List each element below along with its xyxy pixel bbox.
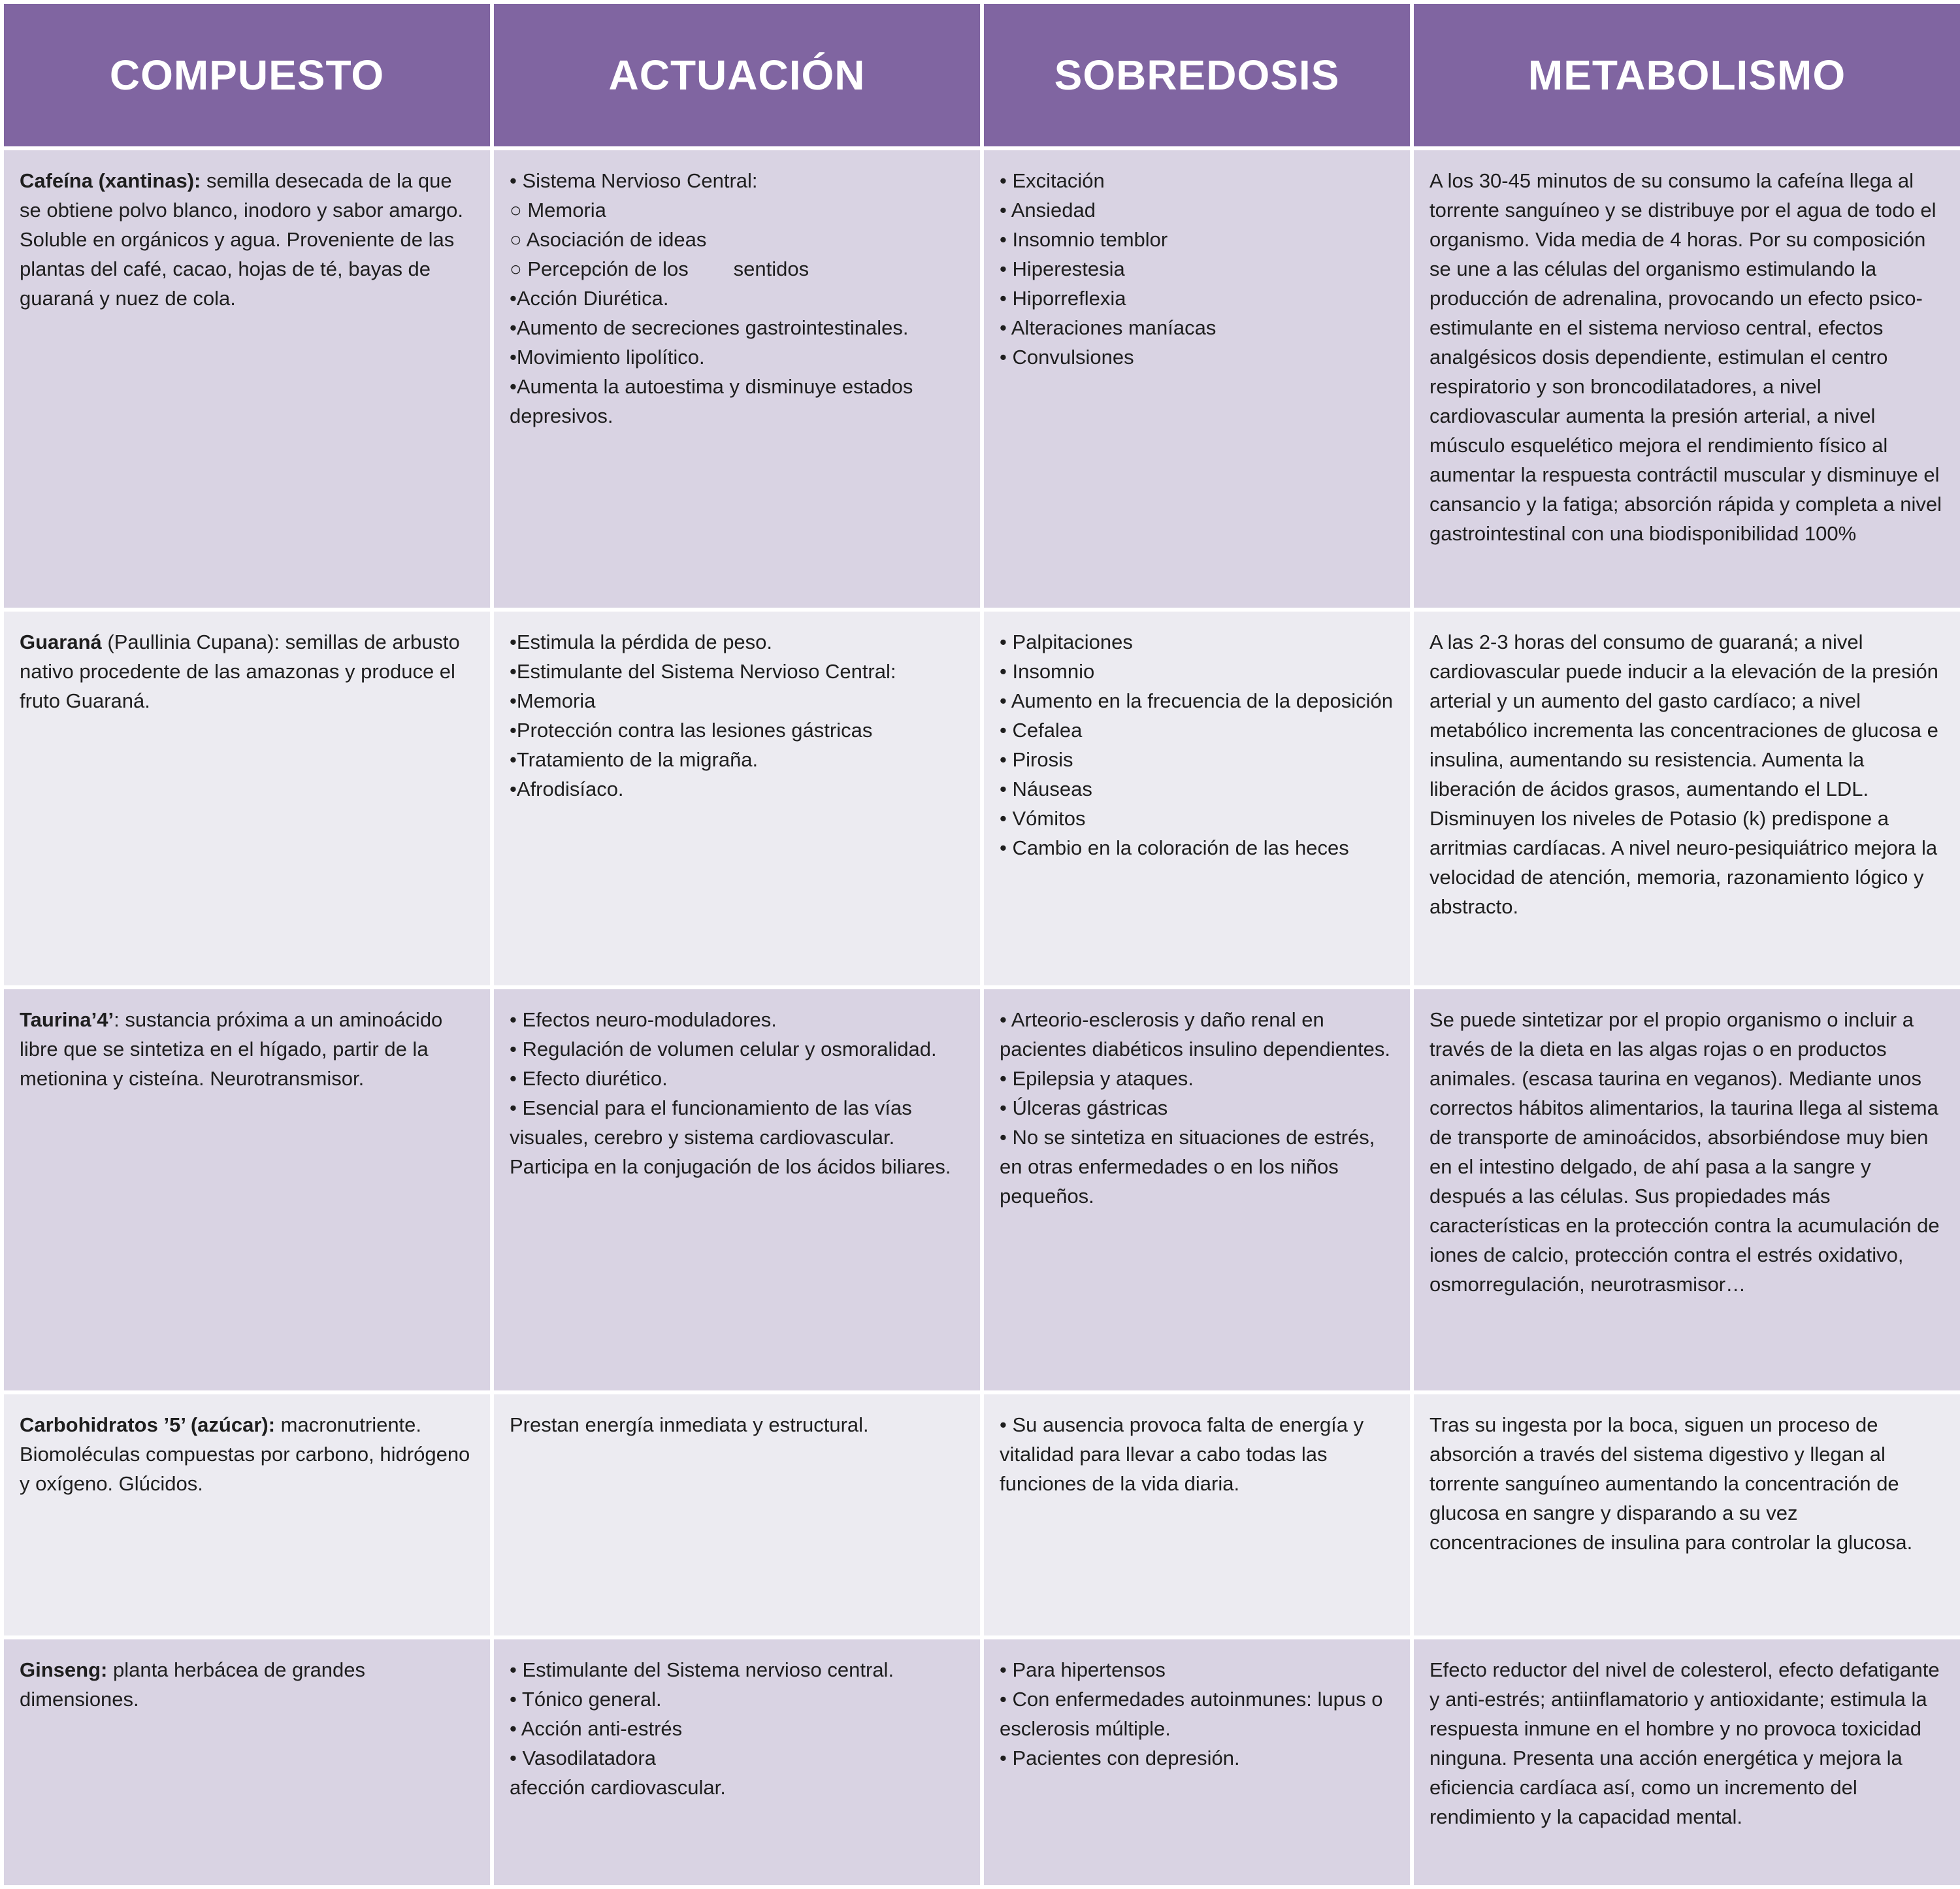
list-item: • Regulación de volumen celular y osmoralidad. bbox=[510, 1038, 937, 1060]
cell-actuacion bbox=[492, 610, 982, 987]
compound-name: Cafeína (xantinas): bbox=[20, 169, 201, 192]
list-item: •Movimiento lipolítico. bbox=[510, 346, 705, 369]
cell-metabolismo: Tras su ingesta por la boca, siguen un proceso de absorción a través del sistema digestivo y llegan al torrente sanguíneo aumentando la concentración de glucosa en sangre y disparando a su vez concentraciones de insulina para controlar la glucosa. bbox=[1412, 1392, 1960, 1637]
cell-actuacion bbox=[492, 987, 982, 1392]
list-item: • Vómitos bbox=[1000, 807, 1086, 830]
list-item: • Náuseas bbox=[1000, 778, 1092, 800]
compound-name: Guaraná bbox=[20, 631, 102, 653]
cell-compuesto bbox=[2, 987, 492, 1392]
table-row-carbohidratos bbox=[2, 1392, 1960, 1637]
list-item: ○ Asociación de ideas bbox=[510, 228, 707, 251]
header-actuacion: ACTUACIÓN bbox=[492, 2, 982, 148]
header-compuesto: COMPUESTO bbox=[2, 2, 492, 148]
list-item: • Tónico general. bbox=[510, 1688, 662, 1711]
list-item: • Para hipertensos bbox=[1000, 1658, 1166, 1681]
list-item: • Úlceras gástricas bbox=[1000, 1096, 1168, 1119]
table-row-guarana bbox=[2, 610, 1960, 987]
table-row-ginseng bbox=[2, 1637, 1960, 1887]
list-item: • Epilepsia y ataques. bbox=[1000, 1067, 1194, 1090]
list-item: ○ Memoria bbox=[510, 199, 606, 222]
list-item: • Vasodilatadora bbox=[510, 1747, 656, 1769]
list-item: afección cardiovascular. bbox=[510, 1776, 726, 1799]
compound-description: planta herbácea de grandes dimensiones. bbox=[20, 1658, 366, 1711]
cell-metabolismo: Efecto reductor del nivel de colesterol, efecto defatigante y anti-estrés; antiinflamatorio y antioxidante; estimula la respuesta inmune en el hombre y no provoca toxicidad ninguna. Presenta una acción energética y mejora la eficiencia cardíaca así, como un incremento del rendimiento y la capacidad mental. bbox=[1412, 1637, 1960, 1887]
compound-name: Taurina’4’ bbox=[20, 1008, 114, 1031]
list-item: •Aumenta la autoestima y disminuye estados depresivos. bbox=[510, 375, 919, 427]
list-item: • Con enfermedades autoinmunes: lupus o esclerosis múltiple. bbox=[1000, 1688, 1389, 1740]
list-item: • Pacientes con depresión. bbox=[1000, 1747, 1240, 1769]
cell-sobredosis bbox=[982, 1392, 1412, 1637]
compound-description: macronutriente. Biomoléculas compuestas por carbono, hidrógeno y oxígeno. Glúcidos. bbox=[20, 1413, 470, 1495]
list-item: •Tratamiento de la migraña. bbox=[510, 748, 759, 771]
list-item: • Arteorio-esclerosis y daño renal en pacientes diabéticos insulino dependientes. bbox=[1000, 1008, 1391, 1060]
list-item: • Esencial para el funcionamiento de las vías visuales, cerebro y sistema cardiovascular. Participa en la conjugación de los ácidos biliares. bbox=[510, 1096, 951, 1178]
list-item: • Efecto diurético. bbox=[510, 1067, 668, 1090]
list-item: • Ansiedad bbox=[1000, 199, 1096, 222]
compound-description: : sustancia próxima a un aminoácido libre que se sintetiza en el hígado, partir de la metionina y cisteína. Neurotransmisor. bbox=[20, 1008, 443, 1090]
list-item: • Convulsiones bbox=[1000, 346, 1134, 369]
cell-sobredosis bbox=[982, 610, 1412, 987]
list-item: •Estimulante del Sistema Nervioso Central: bbox=[510, 660, 896, 683]
compound-description: (Paullinia Cupana): semillas de arbusto nativo procedente de las amazonas y produce el fruto Guaraná. bbox=[20, 631, 460, 712]
cell-compuesto bbox=[2, 148, 492, 610]
header-metabolismo: METABOLISMO bbox=[1412, 2, 1960, 148]
list-item: • Acción anti-estrés bbox=[510, 1717, 683, 1740]
cell-actuacion bbox=[492, 148, 982, 610]
list-item: •Memoria bbox=[510, 689, 596, 712]
list-item: •Estimula la pérdida de peso. bbox=[510, 631, 773, 653]
list-item: • Estimulante del Sistema nervioso central. bbox=[510, 1658, 894, 1681]
list-item: • Pirosis bbox=[1000, 748, 1073, 771]
compound-description: semilla desecada de la que se obtiene polvo blanco, inodoro y sabor amargo. Soluble en orgánicos y agua. Proveniente de las plantas del café, cacao, hojas de té, bayas de guaraná y nuez de cola. bbox=[20, 169, 463, 310]
list-item: • Sistema Nervioso Central: bbox=[510, 169, 758, 192]
list-item: • Palpitaciones bbox=[1000, 631, 1133, 653]
list-item: • Aumento en la frecuencia de la deposición bbox=[1000, 689, 1393, 712]
list-item: • Alteraciones maníacas bbox=[1000, 316, 1217, 339]
table-row-taurina bbox=[2, 987, 1960, 1392]
table-row-cafeina bbox=[2, 148, 1960, 610]
header-sobredosis: SOBREDOSIS bbox=[982, 2, 1412, 148]
cell-metabolismo: Se puede sintetizar por el propio organismo o incluir a través de la dieta en las algas rojas o en productos animales. (escasa taurina en veganos). Mediante unos correctos hábitos alimentarios, la taurina llega al sistema de transporte de aminoácidos, absorbiéndose muy bien en el intestino delgado, de ahí pasa a la sangre y después a las células. Sus propiedades más características en la protección contra la acumulación de iones de calcio, protección contra el estrés oxidativo, osmorregulación, neurotrasmisor… bbox=[1412, 987, 1960, 1392]
list-item: • Su ausencia provoca falta de energía y vitalidad para llevar a cabo todas las funciones de la vida diaria. bbox=[1000, 1413, 1369, 1495]
list-item: • Insomnio bbox=[1000, 660, 1095, 683]
cell-sobredosis bbox=[982, 1637, 1412, 1887]
list-item: •Afrodisíaco. bbox=[510, 778, 624, 800]
list-item: • No se sintetiza en situaciones de estrés, en otras enfermedades o en los niños pequeños. bbox=[1000, 1126, 1380, 1207]
cell-sobredosis bbox=[982, 987, 1412, 1392]
compound-name: Ginseng: bbox=[20, 1658, 108, 1681]
list-item: • Cefalea bbox=[1000, 719, 1083, 742]
list-item: • Insomnio temblor bbox=[1000, 228, 1168, 251]
list-item: •Protección contra las lesiones gástricas bbox=[510, 719, 873, 742]
cell-compuesto bbox=[2, 1637, 492, 1887]
list-item: • Efectos neuro-moduladores. bbox=[510, 1008, 777, 1031]
list-item: • Hiperestesia bbox=[1000, 257, 1125, 280]
cell-compuesto bbox=[2, 1392, 492, 1637]
list-item: • Hiporreflexia bbox=[1000, 287, 1126, 310]
cell-sobredosis bbox=[982, 148, 1412, 610]
list-item: • Excitación bbox=[1000, 169, 1105, 192]
list-item: •Acción Diurética. bbox=[510, 287, 669, 310]
list-item: ○ Percepción de los sentidos bbox=[510, 257, 809, 280]
header-row bbox=[2, 2, 1960, 148]
cell-metabolismo: A las 2-3 horas del consumo de guaraná; a nivel cardiovascular puede inducir a la elevación de la presión arterial y un aumento del gasto cardíaco; a nivel metabólico incrementa las concentraciones de glucosa e insulina, aumentando su resistencia. Aumenta la liberación de ácidos grasos, aumentando el LDL. Disminuyen los niveles de Potasio (k) predispone a arritmias cardíacas. A nivel neuro-pesiquiátrico mejora la velocidad de atención, memoria, razonamiento lógico y abstracto. bbox=[1412, 610, 1960, 987]
cell-actuacion bbox=[492, 1392, 982, 1637]
list-item: Prestan energía inmediata y estructural. bbox=[510, 1413, 869, 1436]
cell-metabolismo: A los 30-45 minutos de su consumo la cafeína llega al torrente sanguíneo y se distribuye por el agua de todo el organismo. Vida media de 4 horas. Por su composición se une a las células del organismo estimulando la producción de adrenalina, provocando un efecto psico-estimulante en el sistema nervioso central, efectos analgésicos dosis dependiente, estimulan el centro respiratorio y son broncodilatadores, a nivel cardiovascular aumenta la presión arterial, a nivel músculo esquelético mejora el rendimiento físico al aumentar la respuesta contráctil muscular y disminuye el cansancio y la fatiga; absorción rápida y completa a nivel gastrointestinal con una biodisponibilidad 100% bbox=[1412, 148, 1960, 610]
compound-name: Carbohidratos ’5’ (azúcar): bbox=[20, 1413, 276, 1436]
cell-actuacion bbox=[492, 1637, 982, 1887]
cell-compuesto bbox=[2, 610, 492, 987]
list-item: • Cambio en la coloración de las heces bbox=[1000, 836, 1349, 859]
list-item: •Aumento de secreciones gastrointestinales. bbox=[510, 316, 909, 339]
